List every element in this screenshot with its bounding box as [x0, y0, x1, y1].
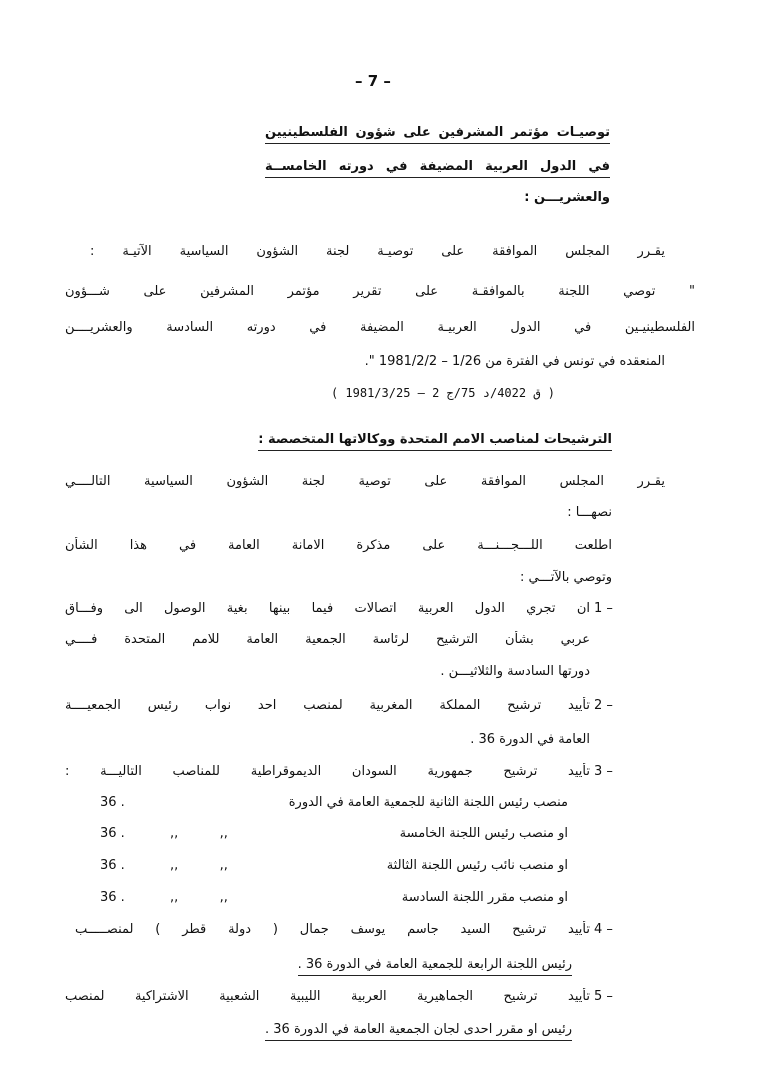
section2-body-1: اطلعت اللـــجـــنـــة على مذكرة الامانة العامة في هذا الشأن [65, 538, 612, 553]
item-number: 4 – [594, 922, 613, 937]
item-2-line-1: تأييد ترشيح المملكة المغربية لمنصب احد نواب رئيس الجمعيــــة [65, 698, 590, 713]
item-1-line-1: ان تجري الدول العربية اتصالات فيما بينها بغية الوصول الى وفـــاق [65, 601, 590, 616]
quote-line-2: الفلسطينيـين في الدول العربيـة المضيفة في دورته السادسة والعشريــــن [65, 320, 695, 335]
sub-item-2-session: 36 . [100, 826, 125, 841]
item-number: 3 – [594, 764, 613, 779]
item-number: 2 – [594, 698, 613, 713]
item-4-line-1: تأييد ترشيح السيد جاسم يوسف جمال ( دولة قطر ) لمنصـــــب [75, 922, 590, 937]
item-number: 5 – [594, 989, 613, 1004]
title-line-3: والعشريـــن : [524, 190, 610, 205]
sub-item-4-ditto: ,, ,, [170, 890, 228, 905]
item-4-line-2: رئيس اللجنة الرابعة للجمعية العامة في الدورة 36 . [298, 956, 572, 976]
sub-item-1: منصب رئيس اللجنة الثانية للجمعية العامة في الدورة [288, 795, 568, 810]
section2-body-2: وتوصي بالآتـــي : [519, 570, 612, 585]
quote-line-3: المنعقده في تونس في الفترة من 1/26 – 1981/2/2 ". [364, 354, 665, 369]
sub-item-2: او منصب رئيس اللجنة الخامسة [399, 826, 568, 841]
item-3-line-1: تأييد ترشيح جمهورية السودان الديموقراطية للمناصب التاليـــة : [65, 764, 590, 779]
sub-item-1-session: 36 . [100, 795, 125, 810]
item-5-line-1: تأييد ترشيح الجماهيرية العربية الليبية الشعبية الاشتراكية لمنصب [65, 989, 590, 1004]
section2-intro-1: يقـرر المجلس الموافقة على توصية لجنة الشؤون السياسية التالــــي [65, 474, 665, 489]
title-line-1: توصيـات مؤتمر المشرفين على شؤون الفلسطينيين [265, 124, 610, 144]
sub-item-4: او منصب مقرر اللجنة السادسة [401, 890, 568, 905]
section2-intro-2: نصهـــا : [567, 505, 612, 520]
quote-line-1: " توصي اللجنة بالموافقـة على تقرير مؤتمر المشرفين على شـــؤون [65, 284, 695, 299]
sub-item-3: او منصب نائب رئيس اللجنة الثالثة [386, 858, 568, 873]
page-number: – 7 – [355, 72, 391, 90]
item-1-line-3: دورتها السادسة والثلاثيـــن . [440, 664, 590, 679]
sub-item-3-session: 36 . [100, 858, 125, 873]
item-5-line-2: رئيس او مقرر احدى لجان الجمعية العامة في الدورة 36 . [265, 1021, 572, 1041]
item-number: 1 – [594, 601, 613, 616]
sub-item-2-ditto: ,, ,, [170, 826, 228, 841]
title-line-2: في الدول العربية المضيفة في دورته الخامســة [265, 158, 610, 178]
item-2-line-2: العامة في الدورة 36 . [470, 732, 590, 747]
resolution-reference: ( ق 4022/د 75/ج 2 – 1981/3/25 ) [330, 386, 555, 400]
sub-item-4-session: 36 . [100, 890, 125, 905]
sub-item-3-ditto: ,, ,, [170, 858, 228, 873]
section-heading: الترشيحات لمناصب الامم المتحدة ووكالاتها المتخصصة : [258, 431, 612, 451]
resolution-intro: يقـرر المجلس الموافقة على توصيـة لجنة الشؤون السياسية الآتيـة : [90, 244, 665, 259]
item-1-line-2: عربي بشأن الترشيح لرئاسة الجمعية العامة للامم المتحدة فــــي [65, 632, 590, 647]
